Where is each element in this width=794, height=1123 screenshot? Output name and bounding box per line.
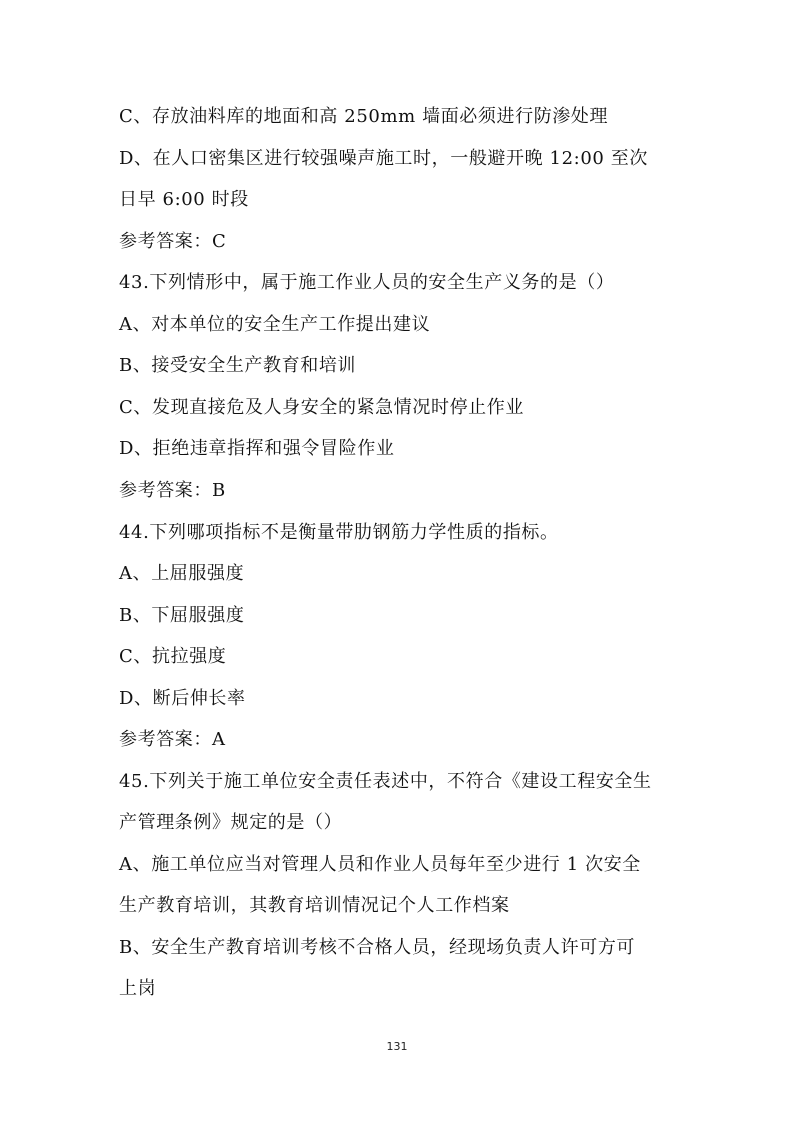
option-line: C、抗拉强度 xyxy=(119,646,227,667)
page-number: 131 xyxy=(386,1040,408,1053)
option-line: D、拒绝违章指挥和强令冒险作业 xyxy=(119,438,395,459)
text-line: 日早 6:00 时段 xyxy=(119,189,249,210)
question-line: 45.下列关于施工单位安全责任表述中，不符合《建设工程安全生 xyxy=(119,771,652,792)
text-line: D、在人口密集区进行较强噪声施工时，一般避开晚 12:00 至次 xyxy=(119,148,648,169)
question-line: 产管理条例》规定的是（） xyxy=(119,812,343,833)
option-line: A、施工单位应当对管理人员和作业人员每年至少进行 1 次安全 xyxy=(119,854,641,875)
option-line: D、断后伸长率 xyxy=(119,688,246,709)
answer-line: 参考答案：B xyxy=(119,480,226,501)
option-line: 生产教育培训，其教育培训情况记个人工作档案 xyxy=(119,895,510,916)
option-line: B、下屈服强度 xyxy=(119,605,245,626)
answer-line: 参考答案：C xyxy=(119,231,227,252)
option-line: B、安全生产教育培训考核不合格人员，经现场负责人许可方可 xyxy=(119,937,636,958)
option-line: A、对本单位的安全生产工作提出建议 xyxy=(119,314,431,335)
option-line: C、发现直接危及人身安全的紧急情况时停止作业 xyxy=(119,397,524,418)
option-line: 上岗 xyxy=(119,978,157,999)
question-line: 44.下列哪项指标不是衡量带肋钢筋力学性质的指标。 xyxy=(119,522,559,543)
option-line: A、上屈服强度 xyxy=(119,563,245,584)
option-line: B、接受安全生产教育和培训 xyxy=(119,355,357,376)
question-line: 43.下列情形中，属于施工作业人员的安全生产义务的是（） xyxy=(119,272,615,293)
answer-line: 参考答案：A xyxy=(119,729,226,750)
text-line: C、存放油料库的地面和高 250mm 墙面必须进行防渗处理 xyxy=(119,106,609,127)
